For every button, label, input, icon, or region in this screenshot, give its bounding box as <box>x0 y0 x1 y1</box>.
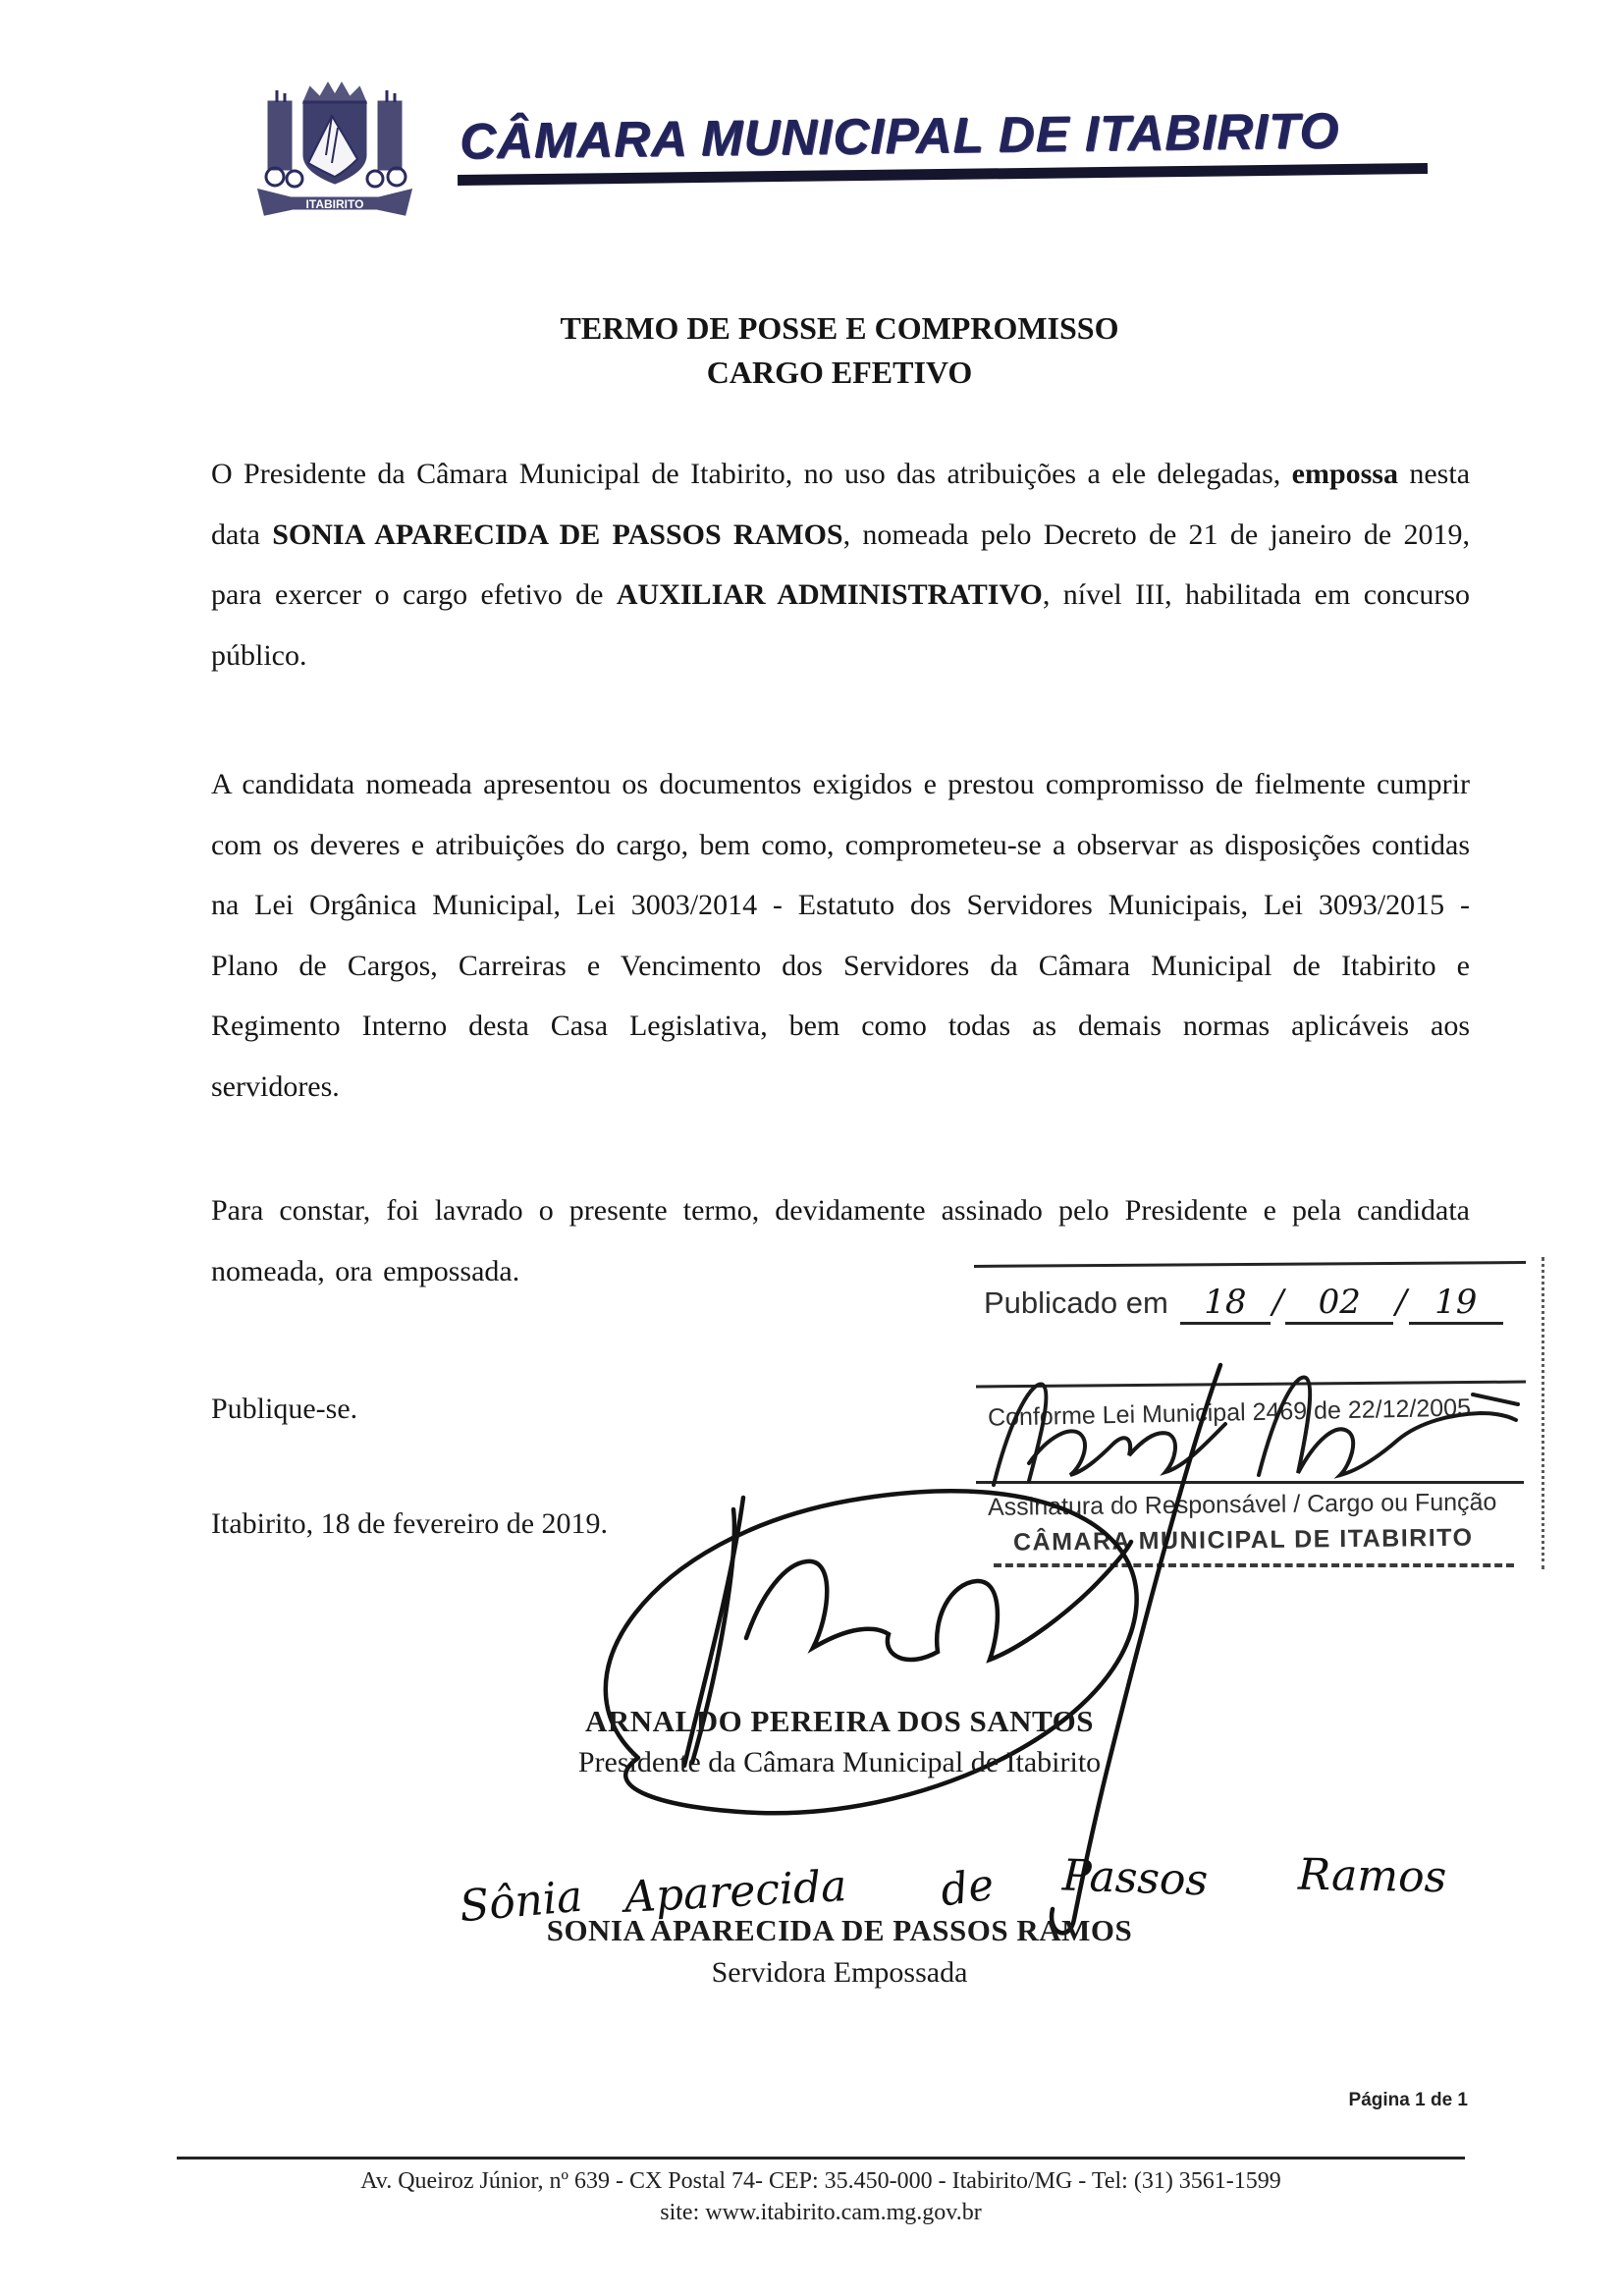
publication-stamp <box>974 1257 1544 1569</box>
footer-address: Av. Queiroz Júnior, nº 639 - CX Postal 74- CEP: 35.450-000 - Itabirito/MG - Tel: (31) 3561-1599 <box>360 2168 1281 2194</box>
stamp-top-line <box>974 1261 1526 1268</box>
date-separator-1: / <box>1271 1283 1284 1322</box>
stamp-bottom-dashed-line <box>994 1563 1514 1567</box>
document-title-line1: TERMO DE POSSE E COMPROMISSO <box>560 310 1119 346</box>
document-title <box>211 306 1468 395</box>
logo-banner-text: ITABIRITO <box>305 197 364 211</box>
servant-hand-word-2: Aparecida <box>622 1861 848 1923</box>
p1-seg7: , nível III, habilitada em concurso público. <box>211 578 1470 672</box>
publique-se: Publique-se. <box>211 1393 358 1425</box>
p1-seg1: O Presidente da Câmara Municipal de Itabirito, no uso das atribuições a ele delegadas, <box>211 458 1292 490</box>
published-row <box>984 1283 1526 1325</box>
p1-seg3: nesta data <box>211 458 1471 551</box>
servant-name: SONIA APARECIDA DE PASSOS RAMOS <box>546 1913 1133 1947</box>
page-indicator: Página 1 de 1 <box>1348 2090 1468 2110</box>
stamp-signature-line <box>976 1481 1524 1484</box>
president-name: ARNALDO PEREIRA DOS SANTOS <box>584 1704 1094 1738</box>
p1-seg2-bold: empossa <box>1291 458 1398 490</box>
footer-rule <box>177 2157 1465 2159</box>
paragraph-appointment <box>211 444 1470 685</box>
stamp-law-reference: Conforme Lei Municipal 2469 de 22/12/2005 <box>987 1394 1472 1432</box>
servant-hand-word-4: Passos <box>1061 1850 1209 1906</box>
p1-position-bold: AUXILIAR ADMINISTRATIVO <box>616 578 1043 611</box>
stamp-middle-line <box>976 1381 1526 1389</box>
org-name: CÂMARA MUNICIPAL DE ITABIRITO <box>459 102 1340 170</box>
published-year: 19 <box>1409 1283 1503 1325</box>
p1-servant-name-bold: SONIA APARECIDA DE PASSOS RAMOS <box>272 518 843 551</box>
servant-hand-word-3: de <box>937 1859 998 1917</box>
published-day: 18 <box>1180 1283 1271 1325</box>
published-label: Publicado em <box>984 1285 1168 1320</box>
stamp-org-caption: CÂMARA MUNICIPAL DE ITABIRITO <box>1012 1523 1474 1557</box>
published-month: 02 <box>1285 1283 1393 1325</box>
date-separator-2: / <box>1395 1283 1407 1322</box>
servant-signature-block <box>211 1913 1468 1990</box>
place-date-line: Itabirito, 18 de fevereiro de 2019. <box>211 1507 609 1540</box>
servant-title: Servidora Empossada <box>711 1956 968 1989</box>
paragraph-commitment: A candidata nomeada apresentou os documentos exigidos e prestou compromisso de fielmente cumprir com os deveres e atribuições do cargo, bem como, comprometeu-se a observar as disposições contidas na Lei Orgânica Municipal, Lei 3003/2014 - Estatuto dos Servidores Municipais, Lei 3093/2015 - Plano de Cargos, Carreiras e Vencimento dos Servidores da Câmara Municipal de Itabirito e Regimento Interno desta Casa Legislativa, bem como todas as demais normas aplicáveis aos servidores. <box>211 768 1470 1103</box>
paragraph-record: Para constar, foi lavrado o presente termo, devidamente assinado pelo Presidente e pela candidata nomeada, ora empossada. <box>211 1194 1470 1287</box>
servant-hand-word-5: Ramos <box>1297 1849 1447 1903</box>
document-title-line2: CARGO EFETIVO <box>706 355 973 390</box>
president-title: Presidente da Câmara Municipal de Itabirito <box>577 1746 1102 1778</box>
footer-site: site: www.itabirito.cam.mg.gov.br <box>660 2200 982 2225</box>
stamp-signature-caption: Assinatura do Responsável / Cargo ou Função <box>987 1488 1497 1521</box>
itabirito-coat-of-arms-icon <box>247 61 422 236</box>
p1-seg5: , nomeada pelo Decreto de 21 de janeiro de 2019, para exercer o cargo efetivo de <box>211 518 1471 611</box>
servant-hand-word-1: Sônia <box>458 1871 585 1933</box>
president-signature-block <box>211 1704 1468 1779</box>
